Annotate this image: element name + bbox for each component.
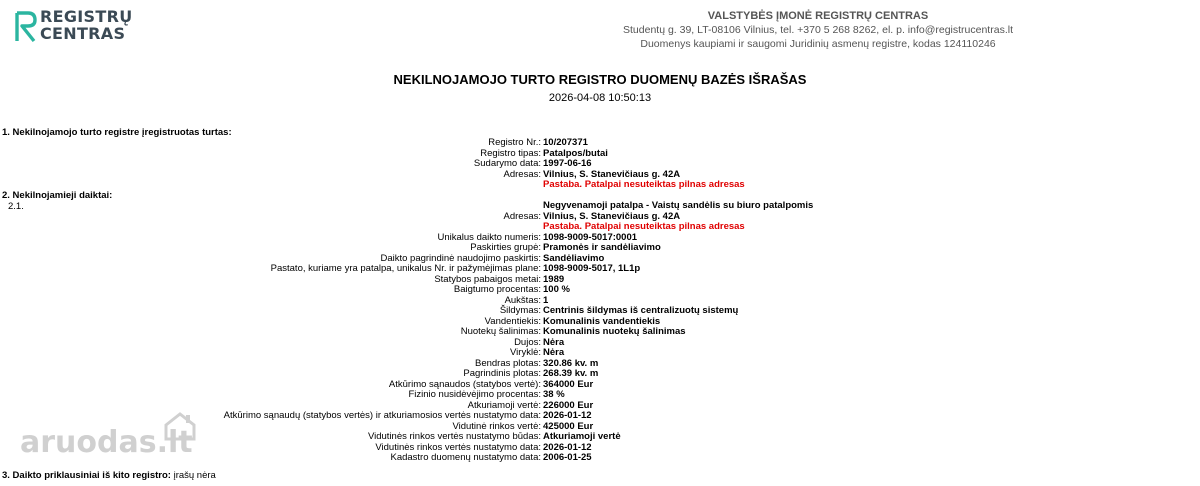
section-1-heading: 1. Nekilnojamojo turto registre įregistruotas turtas: (2, 127, 232, 138)
field-label: Atkuriamoji vertė: (467, 399, 541, 411)
field-value: Nėra (543, 347, 565, 358)
field-value: 425000 Eur (543, 420, 594, 432)
field-label: Adresas: (503, 210, 541, 222)
section-1-address-note: Pastaba. Patalpai nesuteiktas pilnas adresas (543, 179, 745, 190)
field-value: 226000 Eur (543, 399, 594, 411)
section2-fields-row (0, 327, 1200, 338)
field-value: 38 % (543, 389, 565, 400)
field-label: Nuotekų šalinimas: (460, 326, 541, 337)
field-value: Komunalinis vandentiekis (543, 315, 661, 327)
section2-fields-row (0, 390, 1200, 401)
section2-fields-row (0, 243, 1200, 254)
logo-line-2: CENTRAS (40, 24, 126, 43)
item-title-row (0, 201, 1200, 212)
section2-fields-row (0, 275, 1200, 286)
field-value: 268.39 kv. m (543, 368, 599, 379)
section2-fields-row (0, 338, 1200, 349)
section2-fields-row (0, 401, 1200, 412)
field-value: Pramonės ir sandėliavimo (543, 242, 661, 253)
field-value: Sandėliavimo (543, 252, 605, 264)
organization-info (588, 9, 1048, 51)
field-value: 2026-01-12 (543, 410, 592, 421)
field-label: Aukštas: (504, 294, 541, 306)
field-label: Registro tipas: (480, 147, 541, 159)
registrucentras-logo-icon (14, 10, 38, 44)
field-value: 1098-9009-5017:0001 (543, 231, 638, 243)
section2-fields-row (0, 369, 1200, 380)
field-value: 364000 Eur (543, 378, 594, 390)
field-label: Vandentiekis: (484, 315, 541, 327)
field-value: 1989 (543, 273, 565, 285)
field-label: Atkūrimo sąnaudų (statybos vertės) ir atkuriamosios vertės nustatymo data: (223, 410, 541, 421)
house-icon (162, 411, 198, 441)
field-label: Vidutinės rinkos vertės nustatymo būdas: (367, 431, 541, 442)
field-label: Vidutinė rinkos vertė: (452, 420, 541, 432)
field-value: Vilnius, S. Stanevičiaus g. 42A (543, 168, 681, 180)
document-title: NEKILNOJAMOJO TURTO REGISTRO DUOMENŲ BAZĖS IŠRAŠAS (393, 72, 807, 87)
field-label: Kadastro duomenų nustatymo data: (390, 452, 541, 463)
field-label: Registro Nr.: (488, 137, 541, 148)
field-label: Viryklė: (510, 347, 541, 358)
section-3-heading: 3. Daikto priklausiniai iš kito registro: (2, 470, 171, 481)
field-value: Patalpos/butai (543, 147, 608, 159)
field-label: Pastato, kuriame yra patalpa, unikalus Nr. ir pažymėjimas plane: (270, 263, 541, 274)
field-label: Statybos pabaigos metai: (434, 273, 541, 285)
field-label: Unikalus daikto numeris: (437, 231, 541, 243)
section2-fields-row (0, 380, 1200, 391)
field-label: Adresas: (503, 168, 541, 180)
field-value: 100 % (543, 284, 570, 295)
logo-line-1: REGISTRŲ (40, 7, 133, 26)
field-label: Baigtumo procentas: (453, 284, 541, 295)
field-value: 320.86 kv. m (543, 357, 599, 369)
field-value: 10/207371 (543, 137, 588, 148)
item-number: 2.1. (8, 201, 24, 212)
organization-registry-note: Duomenys kaupiami ir saugomi Juridinių asmenų registre, kodas 124110246 (640, 38, 996, 50)
section2-fields-row (0, 359, 1200, 370)
field-value: Komunalinis nuotekų šalinimas (543, 326, 686, 337)
field-label: Sudarymo data: (473, 158, 541, 169)
field-value: 1 (543, 294, 549, 306)
field-label: Atkūrimo sąnaudos (statybos vertė): (388, 378, 541, 390)
field-value: Vilnius, S. Stanevičiaus g. 42A (543, 210, 681, 222)
field-label: Bendras plotas: (474, 357, 541, 369)
field-label: Daikto pagrindinė naudojimo paskirtis: (380, 252, 541, 264)
section-3 (2, 470, 216, 481)
section-3-value: įrašų nėra (173, 470, 216, 481)
field-value: 2026-01-12 (543, 441, 592, 453)
section1-fields-row (0, 159, 1200, 170)
field-value: Atkuriamoji vertė (543, 431, 621, 442)
field-value: 1997-06-16 (543, 158, 592, 169)
field-value: 1098-9009-5017, 1L1p (543, 263, 641, 274)
section1-fields-row (0, 138, 1200, 149)
section-2-heading: 2. Nekilnojamieji daiktai: (2, 190, 113, 201)
section2-fields-row (0, 285, 1200, 296)
field-value: Nėra (543, 336, 565, 348)
section1-fields-row (0, 149, 1200, 160)
section2-fields-row (0, 348, 1200, 359)
aruodas-watermark (20, 425, 193, 460)
field-label: Dujos: (514, 336, 541, 348)
item-address-note: Pastaba. Patalpai nesuteiktas pilnas adresas (543, 221, 745, 232)
field-label: Vidutinės rinkos vertės nustatymo data: (375, 441, 541, 453)
section2-fields-row (0, 306, 1200, 317)
item-title: Negyvenamoji patalpa - Vaistų sandėlis su biuro patalpomis (543, 200, 814, 211)
organization-address: Studentų g. 39, LT-08106 Vilnius, tel. +370 5 268 8262, el. p. info@registrucentras.lt (623, 24, 1013, 36)
field-label: Šildymas: (499, 305, 541, 316)
registrucentras-logo (14, 7, 133, 46)
document-date: 2026-04-08 10:50:13 (548, 92, 652, 104)
organization-name: VALSTYBĖS ĮMONĖ REGISTRŲ CENTRAS (707, 10, 929, 22)
watermark-text: aruodas.lt (20, 425, 193, 460)
field-label: Paskirties grupė: (470, 242, 541, 253)
field-label: Pagrindinis plotas: (463, 368, 541, 379)
field-value: Centrinis šildymas iš centralizuotų sistemų (543, 305, 739, 316)
field-label: Fizinio nusidėvėjimo procentas: (408, 389, 541, 400)
field-value: 2006-01-25 (543, 452, 592, 463)
section2-fields-row (0, 264, 1200, 275)
